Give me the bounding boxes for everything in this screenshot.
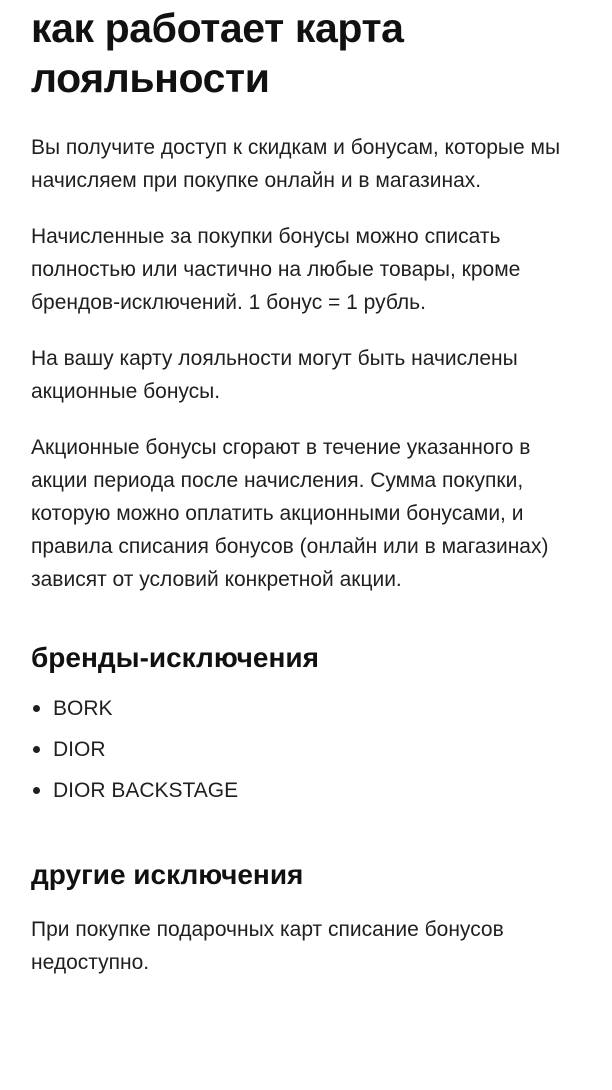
- bullet-icon: [33, 746, 40, 753]
- other-exceptions-text: При покупке подарочных карт списание бонусов недоступно.: [31, 918, 504, 974]
- brand-exceptions-title: бренды-исключения: [31, 642, 319, 673]
- bullet-icon: [33, 705, 40, 712]
- list-item: [31, 729, 582, 770]
- other-exceptions-title: другие исключения: [31, 859, 304, 890]
- brand-name: DIOR: [53, 738, 106, 761]
- paragraph-promo-expiry: Акционные бонусы сгорают в течение указанного в акции периода после начисления. Сумма покупки, которую можно оплатить акционными бонусами, и правила списания бонусов (онлайн или в магазинах) зависят от условий конкретной акции.: [31, 436, 549, 591]
- bullet-icon: [33, 787, 40, 794]
- paragraph-access: Вы получите доступ к скидкам и бонусам, которые мы начисляем при покупке онлайн и в магазинах.: [31, 136, 561, 192]
- page-title: как работает карта лояльности: [31, 5, 404, 101]
- brand-name: BORK: [53, 697, 113, 720]
- list-item: [31, 688, 582, 729]
- list-item: [31, 770, 582, 811]
- paragraph-spending: Начисленные за покупки бонусы можно списать полностью или частично на любые товары, кроме брендов-исключений. 1 бонус = 1 рубль.: [31, 225, 521, 314]
- intro-paragraphs: [31, 131, 582, 596]
- paragraph-promo-bonuses: На вашу карту лояльности могут быть начислены акционные бонусы.: [31, 347, 518, 403]
- brand-name: DIOR BACKSTAGE: [53, 779, 239, 802]
- brand-exceptions-list: [31, 688, 582, 811]
